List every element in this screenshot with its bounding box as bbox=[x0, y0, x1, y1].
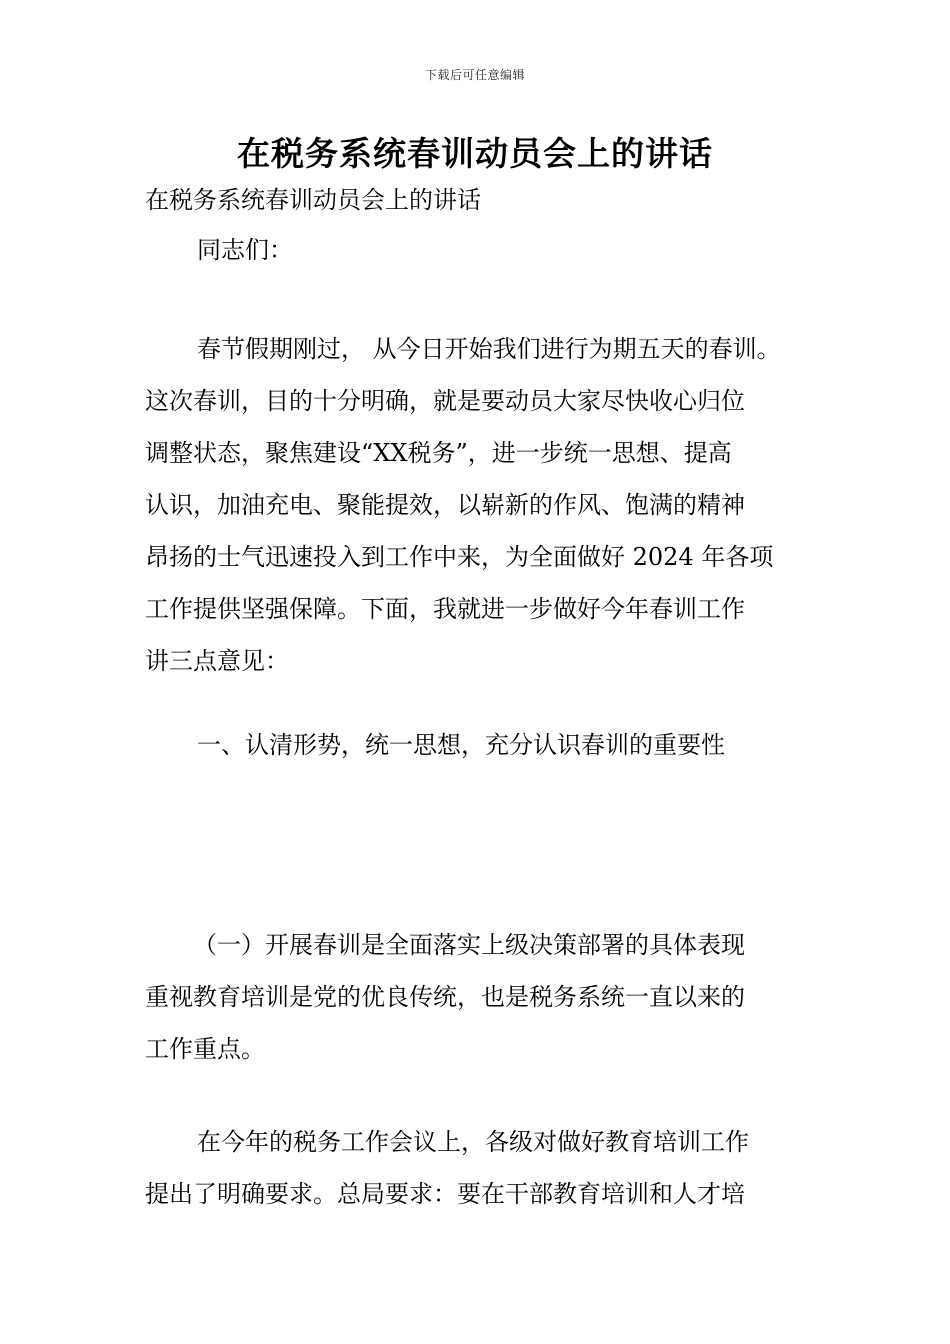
paragraph-line: 认识，加油充电、聚能提效，以崭新的作风、饱满的精神 bbox=[145, 491, 745, 519]
paragraph-line: 昂扬的士气迅速投入到工作中来，为全面做好 2024 年各项 bbox=[145, 543, 774, 571]
paragraph-1 bbox=[145, 323, 845, 687]
subsection-1 bbox=[145, 919, 845, 1075]
paragraph-line: 工作重点。 bbox=[145, 1035, 265, 1063]
paragraph-line: 重视教育培训是党的优良传统，也是税务系统一直以来的 bbox=[145, 983, 745, 1011]
salutation: 同志们： bbox=[197, 236, 293, 264]
subtitle-line-block bbox=[145, 174, 845, 226]
paragraph-line: 在今年的税务工作会议上，各级对做好教育培训工作 bbox=[197, 1128, 749, 1156]
section-heading-block bbox=[145, 719, 845, 771]
paragraph-line: 提出了明确要求。总局要求：要在干部教育培训和人才培 bbox=[145, 1180, 745, 1208]
subtitle-line: 在税务系统春训动员会上的讲话 bbox=[145, 186, 481, 214]
paragraph-line: 工作提供坚强保障。下面，我就进一步做好今年春训工作 bbox=[145, 595, 745, 623]
paragraph-line: 春节假期刚过， 从今日开始我们进行为期五天的春训。 bbox=[197, 335, 781, 363]
salutation-block bbox=[145, 224, 845, 276]
paragraph-line: 调整状态，聚焦建设“XX税务”，进一步统一思想、提高 bbox=[145, 439, 732, 467]
header-note: 下载后可任意编辑 bbox=[424, 68, 525, 82]
paragraph-line: 讲三点意见： bbox=[145, 647, 289, 675]
document-title: 在税务系统春训动员会上的讲话 bbox=[237, 134, 713, 173]
paragraph-line: 这次春训，目的十分明确，就是要动员大家尽快收心归位 bbox=[145, 387, 745, 415]
section-heading-1: 一、认清形势，统一思想，充分认识春训的重要性 bbox=[197, 731, 725, 759]
paragraph-2 bbox=[145, 1116, 845, 1220]
subsection-heading: （一）开展春训是全面落实上级决策部署的具体表现 bbox=[193, 931, 745, 959]
